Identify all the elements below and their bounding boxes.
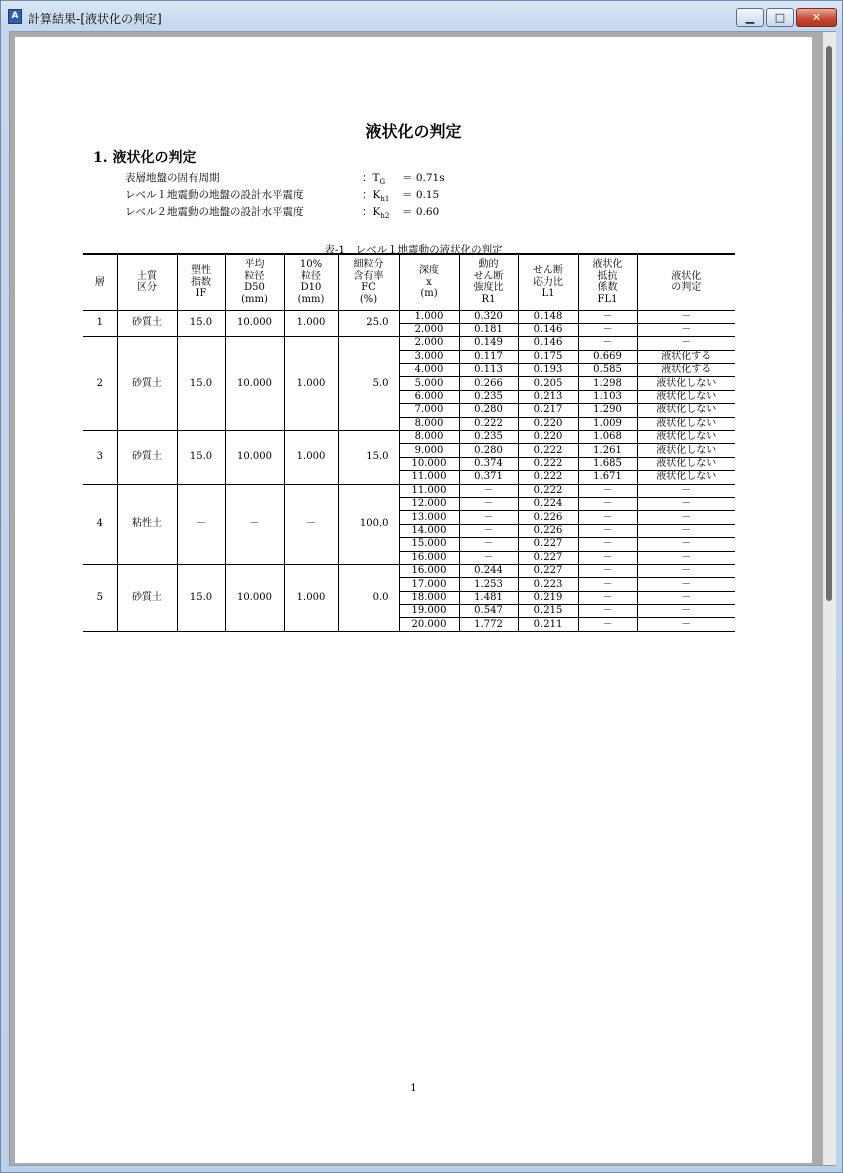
resistance-factor-cell: － bbox=[578, 484, 637, 497]
depth-cell: 4.000 bbox=[399, 364, 459, 377]
resistance-factor-cell: － bbox=[578, 605, 637, 618]
table-row bbox=[83, 484, 735, 497]
soil-type-cell: 砂質土 bbox=[117, 431, 177, 485]
stress-ratio-cell: 0.227 bbox=[518, 551, 578, 564]
table-body bbox=[83, 310, 735, 631]
judgement-cell: 液状化しない bbox=[637, 444, 735, 457]
depth-cell: 6.000 bbox=[399, 390, 459, 403]
strength-ratio-cell: 0.320 bbox=[459, 310, 518, 323]
strength-ratio-cell: 0.547 bbox=[459, 605, 518, 618]
header-depth: 深度 x (m) bbox=[399, 254, 459, 310]
page-title: 液状化の判定 bbox=[365, 122, 462, 141]
header-stress-ratio: せん断 応力比 L1 bbox=[518, 254, 578, 310]
stress-ratio-cell: 0.223 bbox=[518, 578, 578, 591]
table-row bbox=[83, 564, 735, 577]
stress-ratio-cell: 0.146 bbox=[518, 337, 578, 350]
strength-ratio-cell: 0.235 bbox=[459, 390, 518, 403]
judgement-cell: － bbox=[637, 337, 735, 350]
strength-ratio-cell: 0.235 bbox=[459, 431, 518, 444]
header-strength-ratio: 動的 せん断 強度比 R1 bbox=[459, 254, 518, 310]
resistance-factor-cell: － bbox=[578, 538, 637, 551]
judgement-cell: － bbox=[637, 605, 735, 618]
resistance-factor-cell: － bbox=[578, 511, 637, 524]
depth-cell: 20.000 bbox=[399, 618, 459, 631]
liquefaction-table bbox=[83, 253, 735, 632]
judgement-cell: － bbox=[637, 538, 735, 551]
resistance-factor-cell: － bbox=[578, 591, 637, 604]
table-header bbox=[83, 254, 735, 310]
strength-ratio-cell: 0.113 bbox=[459, 364, 518, 377]
strength-ratio-cell: 0.371 bbox=[459, 471, 518, 484]
vertical-scrollbar[interactable] bbox=[823, 32, 836, 1165]
resistance-factor-cell: － bbox=[578, 337, 637, 350]
stress-ratio-cell: 0.220 bbox=[518, 431, 578, 444]
d10-cell: 1.000 bbox=[284, 310, 338, 337]
soil-type-cell: 砂質土 bbox=[117, 310, 177, 337]
d10-cell: － bbox=[284, 484, 338, 564]
header-judgement: 液状化 の判定 bbox=[637, 254, 735, 310]
stress-ratio-cell: 0.193 bbox=[518, 364, 578, 377]
layer-number-cell: 3 bbox=[83, 431, 117, 485]
depth-cell: 9.000 bbox=[399, 444, 459, 457]
header-soil: 土質 区分 bbox=[117, 254, 177, 310]
strength-ratio-cell: 0.280 bbox=[459, 404, 518, 417]
resistance-factor-cell: 1.261 bbox=[578, 444, 637, 457]
resistance-factor-cell: 1.685 bbox=[578, 457, 637, 470]
param-value: ＝ 0.71s bbox=[402, 172, 445, 184]
d50-cell: 10.000 bbox=[225, 564, 284, 631]
param-symbol: ：$K_{h2}$ bbox=[362, 206, 390, 221]
fines-content-cell: 5.0 bbox=[338, 337, 399, 431]
judgement-cell: 液状化する bbox=[637, 364, 735, 377]
layer-number-cell: 4 bbox=[83, 484, 117, 564]
depth-cell: 14.000 bbox=[399, 524, 459, 537]
resistance-factor-cell: － bbox=[578, 310, 637, 323]
depth-cell: 8.000 bbox=[399, 417, 459, 430]
stress-ratio-cell: 0.226 bbox=[518, 511, 578, 524]
soil-type-cell: 粘性土 bbox=[117, 484, 177, 564]
depth-cell: 5.000 bbox=[399, 377, 459, 390]
header-plasticity-index: 塑性 指数 IF bbox=[177, 254, 225, 310]
strength-ratio-cell: 1.772 bbox=[459, 618, 518, 631]
strength-ratio-cell: － bbox=[459, 524, 518, 537]
header-d50: 平均 粒径 D50 (mm) bbox=[225, 254, 284, 310]
fines-content-cell: 25.0 bbox=[338, 310, 399, 337]
stress-ratio-cell: 0.211 bbox=[518, 618, 578, 631]
table-row bbox=[83, 337, 735, 350]
strength-ratio-cell: － bbox=[459, 511, 518, 524]
resistance-factor-cell: － bbox=[578, 323, 637, 336]
stress-ratio-cell: 0.222 bbox=[518, 457, 578, 470]
param-symbol: ：$T_G$ bbox=[362, 172, 386, 187]
resistance-factor-cell: － bbox=[578, 578, 637, 591]
depth-cell: 2.000 bbox=[399, 337, 459, 350]
param-symbol: ：$K_{h1}$ bbox=[362, 189, 390, 204]
fines-content-cell: 0.0 bbox=[338, 564, 399, 631]
judgement-cell: － bbox=[637, 310, 735, 323]
strength-ratio-cell: 0.222 bbox=[459, 417, 518, 430]
judgement-cell: 液状化しない bbox=[637, 390, 735, 403]
section-heading: 1. 液状化の判定 bbox=[93, 150, 197, 166]
stress-ratio-cell: 0.226 bbox=[518, 524, 578, 537]
strength-ratio-cell: 0.280 bbox=[459, 444, 518, 457]
depth-cell: 2.000 bbox=[399, 323, 459, 336]
page-number: 1 bbox=[410, 1083, 417, 1094]
judgement-cell: 液状化しない bbox=[637, 457, 735, 470]
resistance-factor-cell: － bbox=[578, 524, 637, 537]
judgement-cell: － bbox=[637, 564, 735, 577]
scrollbar-thumb[interactable] bbox=[826, 46, 832, 601]
stress-ratio-cell: 0.146 bbox=[518, 323, 578, 336]
minimize-button[interactable]: ▁ bbox=[736, 8, 764, 27]
resistance-factor-cell: － bbox=[578, 551, 637, 564]
table-row bbox=[83, 310, 735, 323]
header-resistance-factor: 液状化 抵抗 係数 FL1 bbox=[578, 254, 637, 310]
depth-cell: 10.000 bbox=[399, 457, 459, 470]
d10-cell: 1.000 bbox=[284, 337, 338, 431]
depth-cell: 18.000 bbox=[399, 591, 459, 604]
judgement-cell: － bbox=[637, 618, 735, 631]
stress-ratio-cell: 0.222 bbox=[518, 471, 578, 484]
param-value: ＝ 0.15 bbox=[402, 189, 440, 201]
layer-number-cell: 1 bbox=[83, 310, 117, 337]
param-label: レベル１地震動の地盤の設計水平震度 bbox=[125, 189, 304, 201]
strength-ratio-cell: 0.181 bbox=[459, 323, 518, 336]
stress-ratio-cell: 0.205 bbox=[518, 377, 578, 390]
judgement-cell: 液状化しない bbox=[637, 417, 735, 430]
maximize-button[interactable]: □ bbox=[766, 8, 794, 27]
table-caption: 表-1 レベル１地震動の液状化の判定 bbox=[324, 244, 503, 256]
strength-ratio-cell: － bbox=[459, 484, 518, 497]
layer-number-cell: 2 bbox=[83, 337, 117, 431]
resistance-factor-cell: 1.068 bbox=[578, 431, 637, 444]
window-title: 計算結果-[液状化の判定] bbox=[28, 12, 162, 26]
stress-ratio-cell: 0.217 bbox=[518, 404, 578, 417]
plasticity-index-cell: 15.0 bbox=[177, 337, 225, 431]
judgement-cell: 液状化しない bbox=[637, 377, 735, 390]
resistance-factor-cell: 0.585 bbox=[578, 364, 637, 377]
stress-ratio-cell: 0.222 bbox=[518, 484, 578, 497]
strength-ratio-cell: 0.244 bbox=[459, 564, 518, 577]
resistance-factor-cell: － bbox=[578, 618, 637, 631]
resistance-factor-cell: 1.103 bbox=[578, 390, 637, 403]
d10-cell: 1.000 bbox=[284, 431, 338, 485]
strength-ratio-cell: 0.266 bbox=[459, 377, 518, 390]
stress-ratio-cell: 0.148 bbox=[518, 310, 578, 323]
fines-content-cell: 100.0 bbox=[338, 484, 399, 564]
document-page bbox=[15, 37, 812, 1163]
judgement-cell: － bbox=[637, 484, 735, 497]
judgement-cell: － bbox=[637, 497, 735, 510]
soil-type-cell: 砂質土 bbox=[117, 564, 177, 631]
resistance-factor-cell: 0.669 bbox=[578, 350, 637, 363]
depth-cell: 16.000 bbox=[399, 551, 459, 564]
depth-cell: 13.000 bbox=[399, 511, 459, 524]
stress-ratio-cell: 0.213 bbox=[518, 390, 578, 403]
layer-number-cell: 5 bbox=[83, 564, 117, 631]
judgement-cell: 液状化する bbox=[637, 350, 735, 363]
strength-ratio-cell: 0.117 bbox=[459, 350, 518, 363]
d50-cell: 10.000 bbox=[225, 337, 284, 431]
depth-cell: 3.000 bbox=[399, 350, 459, 363]
fines-content-cell: 15.0 bbox=[338, 431, 399, 485]
stress-ratio-cell: 0.175 bbox=[518, 350, 578, 363]
judgement-cell: － bbox=[637, 578, 735, 591]
judgement-cell: － bbox=[637, 524, 735, 537]
plasticity-index-cell: － bbox=[177, 484, 225, 564]
stress-ratio-cell: 0.215 bbox=[518, 605, 578, 618]
plasticity-index-cell: 15.0 bbox=[177, 310, 225, 337]
judgement-cell: － bbox=[637, 551, 735, 564]
stress-ratio-cell: 0.227 bbox=[518, 564, 578, 577]
param-value: ＝ 0.60 bbox=[402, 206, 440, 218]
param-label: レベル２地震動の地盤の設計水平震度 bbox=[125, 206, 304, 218]
judgement-cell: 液状化しない bbox=[637, 431, 735, 444]
plasticity-index-cell: 15.0 bbox=[177, 431, 225, 485]
depth-cell: 11.000 bbox=[399, 484, 459, 497]
judgement-cell: － bbox=[637, 323, 735, 336]
header-fines-content: 細粒分 含有率 FC (%) bbox=[338, 254, 399, 310]
depth-cell: 15.000 bbox=[399, 538, 459, 551]
plasticity-index-cell: 15.0 bbox=[177, 564, 225, 631]
resistance-factor-cell: 1.671 bbox=[578, 471, 637, 484]
depth-cell: 19.000 bbox=[399, 605, 459, 618]
stress-ratio-cell: 0.227 bbox=[518, 538, 578, 551]
strength-ratio-cell: 0.374 bbox=[459, 457, 518, 470]
strength-ratio-cell: 1.253 bbox=[459, 578, 518, 591]
strength-ratio-cell: － bbox=[459, 497, 518, 510]
depth-cell: 16.000 bbox=[399, 564, 459, 577]
resistance-factor-cell: － bbox=[578, 564, 637, 577]
resistance-factor-cell: 1.290 bbox=[578, 404, 637, 417]
depth-cell: 17.000 bbox=[399, 578, 459, 591]
resistance-factor-cell: － bbox=[578, 497, 637, 510]
d50-cell: 10.000 bbox=[225, 310, 284, 337]
app-icon[interactable]: A bbox=[8, 9, 22, 24]
depth-cell: 12.000 bbox=[399, 497, 459, 510]
resistance-factor-cell: 1.009 bbox=[578, 417, 637, 430]
strength-ratio-cell: － bbox=[459, 538, 518, 551]
soil-type-cell: 砂質土 bbox=[117, 337, 177, 431]
title-bar[interactable] bbox=[1, 1, 842, 31]
judgement-cell: － bbox=[637, 511, 735, 524]
d10-cell: 1.000 bbox=[284, 564, 338, 631]
strength-ratio-cell: － bbox=[459, 551, 518, 564]
depth-cell: 8.000 bbox=[399, 431, 459, 444]
document-viewer bbox=[9, 31, 836, 1166]
stress-ratio-cell: 0.222 bbox=[518, 444, 578, 457]
header-d10: 10% 粒径 D10 (mm) bbox=[284, 254, 338, 310]
depth-cell: 1.000 bbox=[399, 310, 459, 323]
resistance-factor-cell: 1.298 bbox=[578, 377, 637, 390]
close-button[interactable]: ✕ bbox=[796, 8, 837, 27]
table-row bbox=[83, 431, 735, 444]
stress-ratio-cell: 0.219 bbox=[518, 591, 578, 604]
stress-ratio-cell: 0.220 bbox=[518, 417, 578, 430]
header-layer: 層 bbox=[83, 254, 117, 310]
depth-cell: 7.000 bbox=[399, 404, 459, 417]
strength-ratio-cell: 0.149 bbox=[459, 337, 518, 350]
judgement-cell: － bbox=[637, 591, 735, 604]
judgement-cell: 液状化しない bbox=[637, 404, 735, 417]
d50-cell: － bbox=[225, 484, 284, 564]
strength-ratio-cell: 1.481 bbox=[459, 591, 518, 604]
depth-cell: 11.000 bbox=[399, 471, 459, 484]
stress-ratio-cell: 0.224 bbox=[518, 497, 578, 510]
d50-cell: 10.000 bbox=[225, 431, 284, 485]
param-label: 表層地盤の固有周期 bbox=[125, 172, 220, 184]
judgement-cell: 液状化しない bbox=[637, 471, 735, 484]
